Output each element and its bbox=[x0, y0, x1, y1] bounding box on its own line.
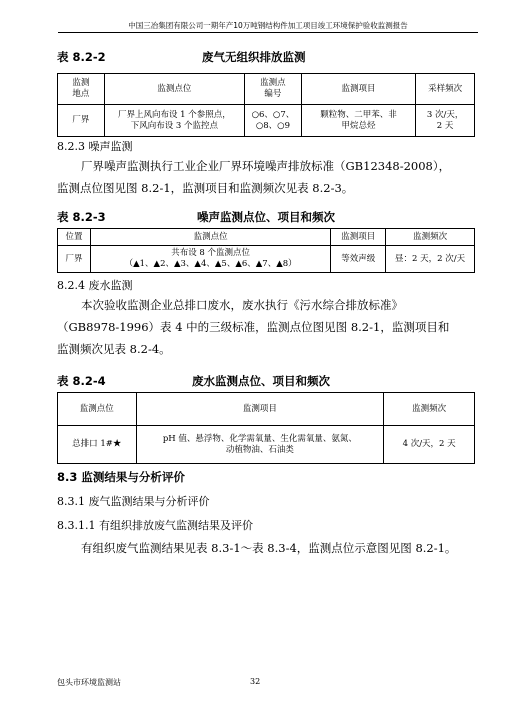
table-number: 表 8.2-3 bbox=[57, 210, 106, 224]
cell-code: ○6、○7、 ○8、○9 bbox=[245, 105, 302, 137]
section-8-2-3: 8.2.3 噪声监测 bbox=[57, 140, 133, 153]
cell-item: pH 值、悬浮物、化学需氧量、生化需氧量、氨氮、 动植物油、石油类 bbox=[136, 426, 384, 464]
wastewater-table bbox=[57, 392, 475, 464]
section-8-2-4: 8.2.4 废水监测 bbox=[57, 279, 133, 292]
header-item: 监测项目 bbox=[136, 393, 384, 426]
header-code: 监测点 编号 bbox=[245, 74, 302, 105]
header-item: 监测项目 bbox=[331, 229, 386, 246]
cell-point: 厂界上风向布设 1 个参照点， 下风向布设 3 个监控点 bbox=[104, 105, 244, 137]
header-frequency: 监测频次 bbox=[384, 393, 475, 426]
cell-item: 颗粒物、二甲苯、非 甲烷总烃 bbox=[301, 105, 415, 137]
noise-table bbox=[57, 228, 475, 273]
header-frequency: 监测频次 bbox=[386, 229, 475, 246]
paragraph-line: 本次验收监测企业总排口废水，废水执行《污水综合排放标准》 bbox=[81, 298, 403, 312]
section-8-3: 8.3 监测结果与分析评价 bbox=[57, 470, 185, 484]
cell-location: 厂界 bbox=[58, 105, 105, 137]
page-header: 中国三冶集团有限公司一期年产10万吨钢结构件加工项目竣工环境保护验收监测报告 bbox=[58, 20, 478, 33]
paragraph-line: 监测点位图见图 8.2-1，监测项目和监测频次见表 8.2-3。 bbox=[57, 181, 354, 195]
paragraph-wastewater bbox=[57, 294, 477, 360]
header-point: 监测点位 bbox=[90, 229, 330, 246]
paragraph-noise bbox=[57, 155, 477, 199]
table-title: 噪声监测点位、项目和频次 bbox=[197, 210, 335, 224]
header-point: 监测点位 bbox=[104, 74, 244, 105]
cell-point: 共布设 8 个监测点位 （▲1、▲2、▲3、▲4、▲5、▲6、▲7、▲8） bbox=[90, 246, 330, 273]
cell-frequency: 3 次/天， 2 天 bbox=[416, 105, 475, 137]
waste-gas-table bbox=[57, 73, 475, 137]
paragraph-line: 监测频次见表 8.2-4。 bbox=[57, 342, 171, 356]
section-8-3-1-1: 8.3.1.1 有组织排放废气监测结果及评价 bbox=[57, 519, 253, 532]
footer-organization: 包头市环境监测站 bbox=[57, 678, 121, 687]
paragraph-line: 有组织废气监测结果见表 8.3-1～表 8.3-4，监测点位示意图见图 8.2-1。 bbox=[81, 541, 457, 555]
header-position: 位置 bbox=[58, 229, 91, 246]
paragraph-line: 厂界噪声监测执行工业企业厂界环境噪声排放标准（GB12348-2008）， bbox=[81, 159, 451, 173]
cell-frequency: 4 次/天，2 天 bbox=[384, 426, 475, 464]
table-title: 废水监测点位、项目和频次 bbox=[192, 374, 330, 388]
header-location: 监测 地点 bbox=[58, 74, 105, 105]
header-frequency: 采样频次 bbox=[416, 74, 475, 105]
table-title: 废气无组织排放监测 bbox=[202, 50, 306, 64]
header-item: 监测项目 bbox=[301, 74, 415, 105]
paragraph-organized-gas bbox=[57, 537, 477, 559]
paragraph-line: （GB8978-1996）表 4 中的三级标准，监测点位图见图 8.2-1，监测项目和 bbox=[57, 320, 450, 334]
page-number: 32 bbox=[250, 677, 261, 686]
table-number: 表 8.2-4 bbox=[57, 374, 106, 388]
section-8-3-1: 8.3.1 废气监测结果与分析评价 bbox=[57, 495, 210, 508]
cell-point: 总排口 1#★ bbox=[58, 426, 137, 464]
cell-position: 厂界 bbox=[58, 246, 91, 273]
cell-item: 等效声级 bbox=[331, 246, 386, 273]
cell-frequency: 昼：2 天，2 次/天 bbox=[386, 246, 475, 273]
table-number: 表 8.2-2 bbox=[57, 50, 106, 64]
header-point: 监测点位 bbox=[58, 393, 137, 426]
